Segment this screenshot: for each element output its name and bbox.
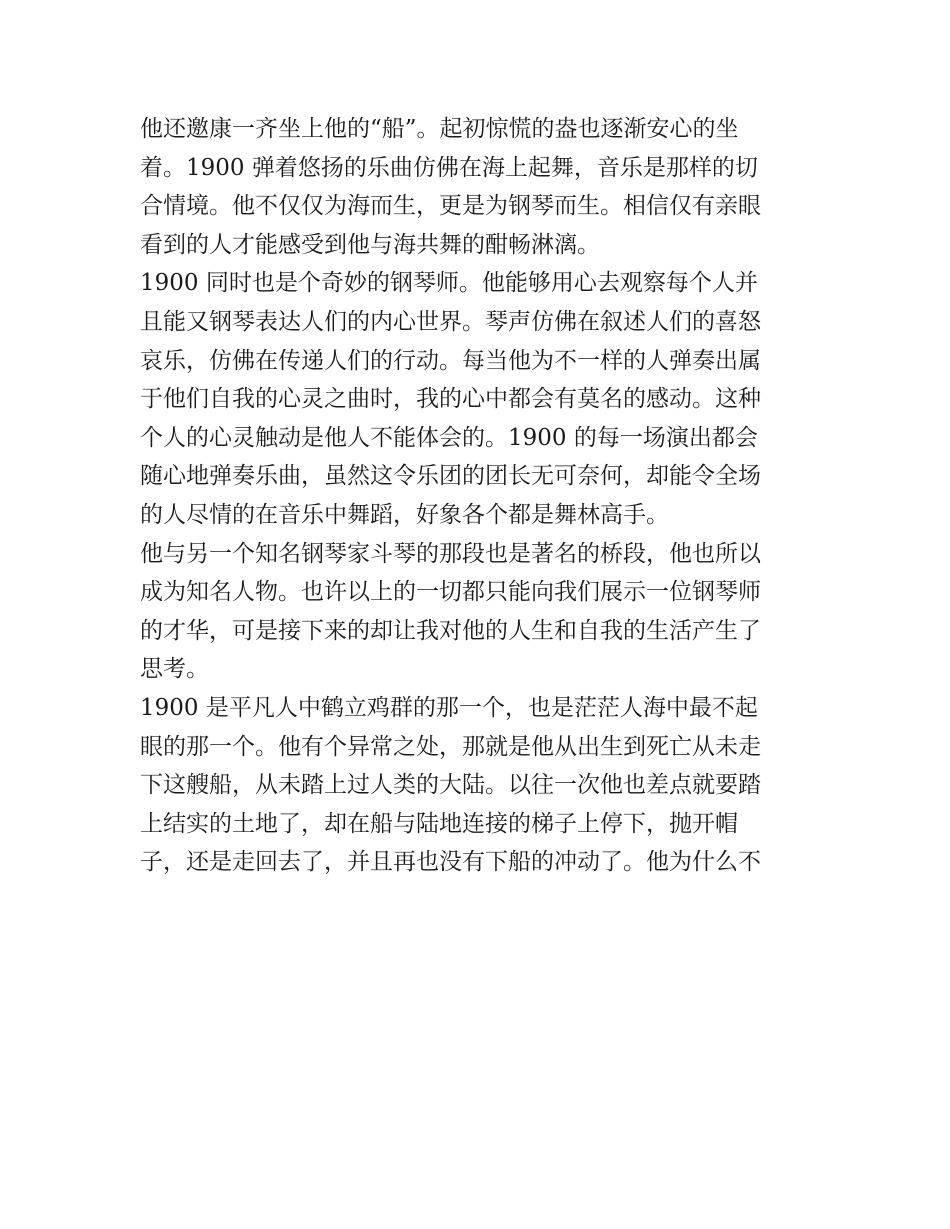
body-text	[140, 110, 820, 882]
text-line: 他与另一个知名钢琴家斗琴的那段也是著名的桥段，他也所以	[140, 540, 761, 567]
text-line: 思考。	[140, 656, 209, 683]
text-line: 的人尽情的在音乐中舞蹈，好象各个都是舞林高手。	[140, 501, 669, 528]
text-line: 他还邀康一齐坐上他的“船”。起初惊慌的盎也逐渐安心的坐	[140, 116, 739, 142]
text-line: 上结实的土地了，却在船与陆地连接的梯子上停下，抛开帽	[140, 810, 738, 837]
text-line: 的才华，可是接下来的却让我对他的人生和自我的生活产生了	[140, 617, 761, 644]
text-line: 着。1900 弹着悠扬的乐曲仿佛在海上起舞，音乐是那样的切	[140, 154, 758, 181]
text-line: 1900 同时也是个奇妙的钢琴师。他能够用心去观察每个人并	[140, 270, 758, 297]
text-line: 看到的人才能感受到他与海共舞的酣畅淋漓。	[140, 231, 600, 258]
text-line: 且能又钢琴表达人们的内心世界。琴声仿佛在叙述人们的喜怒	[140, 308, 761, 335]
text-line: 下这艘船，从未踏上过人类的大陆。以往一次他也差点就要踏	[140, 772, 761, 799]
text-line: 子，还是走回去了，并且再也没有下船的冲动了。他为什么不	[140, 849, 761, 876]
text-line: 眼的那一个。他有个异常之处，那就是他从出生到死亡从未走	[140, 733, 761, 760]
text-line: 1900 是平凡人中鹤立鸡群的那一个，也是茫茫人海中最不起	[140, 694, 758, 721]
text-line: 随心地弹奏乐曲，虽然这令乐团的团长无可奈何，却能令全场	[140, 463, 761, 490]
text-line: 成为知名人物。也许以上的一切都只能向我们展示一位钢琴师	[140, 579, 761, 606]
text-line: 个人的心灵触动是他人不能体会的。1900 的每一场演出都会	[140, 424, 758, 451]
text-line: 哀乐，仿佛在传递人们的行动。每当他为不一样的人弹奏出属	[140, 347, 761, 374]
text-line: 合情境。他不仅仅为海而生，更是为钢琴而生。相信仅有亲眼	[140, 193, 761, 220]
text-line: 于他们自我的心灵之曲时，我的心中都会有莫名的感动。这种	[140, 386, 761, 413]
